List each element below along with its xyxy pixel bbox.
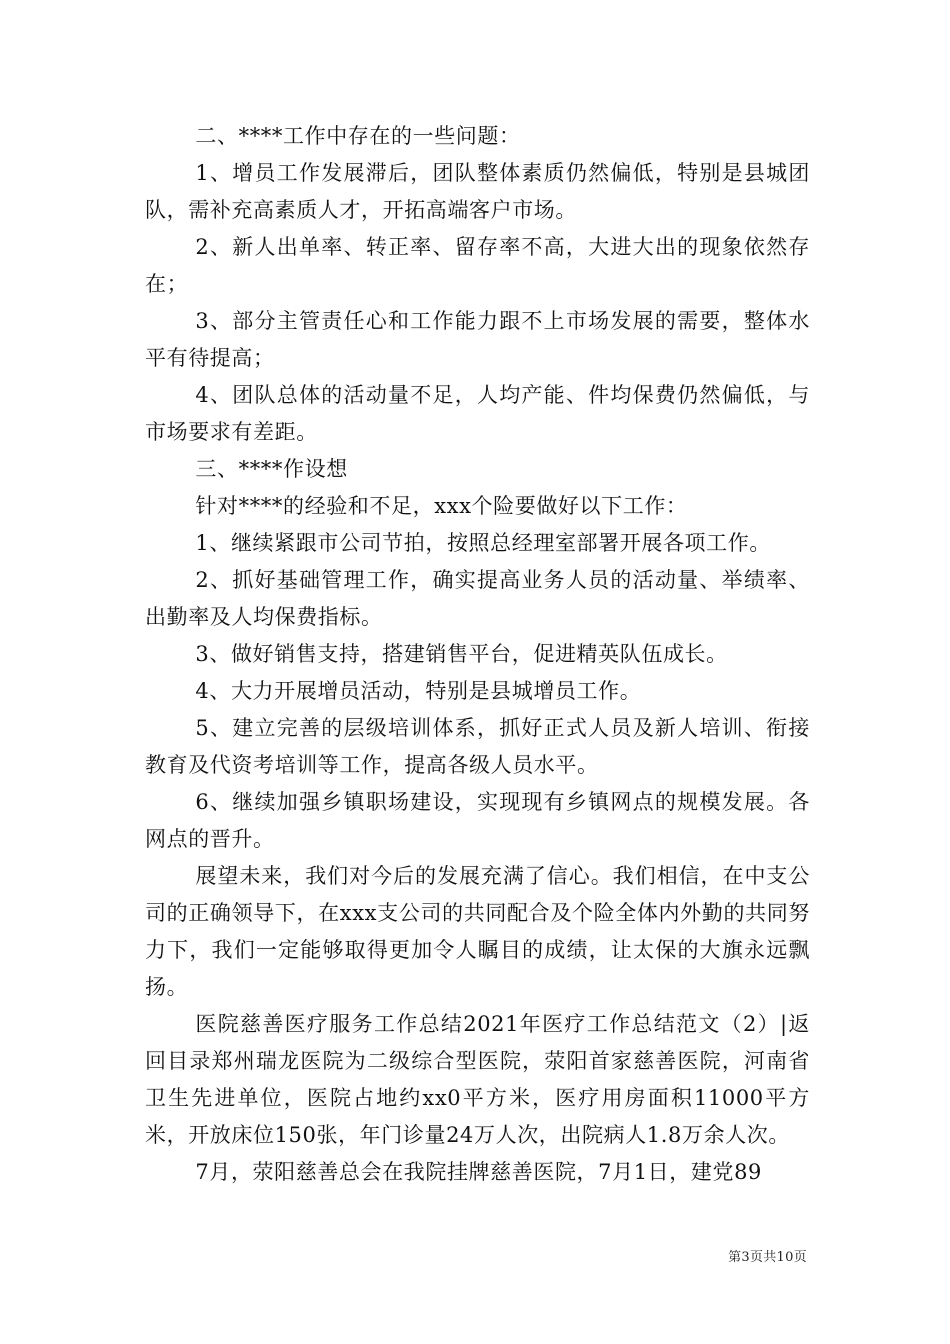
paragraph: 展望未来，我们对今后的发展充满了信心。我们相信，在中支公司的正确领导下，在xxx支公司的共同配合及个险全体内外勤的共同努力下，我们一定能够取得更加令人瞩目的成绩，让太保的大旗永远飘扬。 <box>145 864 810 999</box>
paragraph: 2、抓好基础管理工作，确实提高业务人员的活动量、举绩率、出勤率及人均保费指标。 <box>145 568 810 629</box>
page-number: 第3页共10页 <box>728 1250 807 1265</box>
paragraph: 4、团队总体的活动量不足，人均产能、件均保费仍然偏低，与市场要求有差距。 <box>145 383 810 444</box>
paragraph: 医院慈善医疗服务工作总结2021年医疗工作总结范文（2）|返回目录郑州瑞龙医院为二级综合型医院，荥阳首家慈善医院，河南省卫生先进单位，医院占地约xx0平方米，医疗用房面积11000平方米，开放床位150张，年门诊量24万人次，出院病人1.8万余人次。 <box>145 1012 810 1147</box>
section-heading-problems: 二、****工作中存在的一些问题： <box>195 124 521 148</box>
paragraph: 针对****的经验和不足，xxx个险要做好以下工作： <box>195 494 688 518</box>
paragraph: 4、大力开展增员活动，特别是县城增员工作。 <box>195 679 642 703</box>
paragraph: 5、建立完善的层级培训体系，抓好正式人员及新人培训、衔接教育及代资考培训等工作，提高各级人员水平。 <box>145 716 810 777</box>
paragraph: 3、做好销售支持，搭建销售平台，促进精英队伍成长。 <box>195 642 728 666</box>
paragraph: 3、部分主管责任心和工作能力跟不上市场发展的需要，整体水平有待提高； <box>145 309 810 370</box>
paragraph: 7月，荥阳慈善总会在我院挂牌慈善医院，7月1日，建党89 <box>195 1160 762 1184</box>
paragraph: 1、继续紧跟市公司节拍，按照总经理室部署开展各项工作。 <box>195 531 771 555</box>
section-heading-plans: 三、****作设想 <box>195 457 348 481</box>
document-body <box>145 118 810 1191</box>
paragraph: 1、增员工作发展滞后，团队整体素质仍然偏低，特别是县城团队，需补充高素质人才，开拓高端客户市场。 <box>145 161 810 222</box>
paragraph: 2、新人出单率、转正率、留存率不高，大进大出的现象依然存在； <box>145 235 810 296</box>
paragraph: 6、继续加强乡镇职场建设，实现现有乡镇网点的规模发展。各网点的晋升。 <box>145 790 810 851</box>
